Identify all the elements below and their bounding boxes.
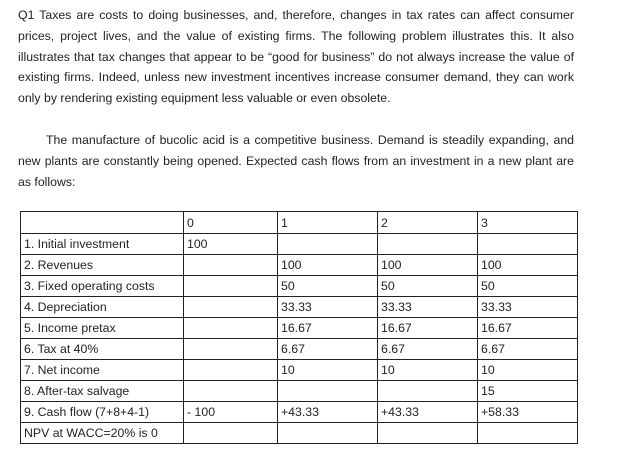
table-cell [378,423,478,444]
table-cell: 10 [378,360,478,381]
table-cell: 6.67 [378,339,478,360]
table-cell [184,339,278,360]
table-cell: 16.67 [278,318,378,339]
column-header: 0 [184,212,278,234]
table-cell [184,255,278,276]
table-row [21,234,578,255]
table-cell: 100 [478,255,578,276]
row-label: 5. Income pretax [21,318,184,339]
table-cell: 100 [278,255,378,276]
table-row [21,297,578,318]
row-label: 6. Tax at 40% [21,339,184,360]
table-cell [184,318,278,339]
table-cell: 33.33 [378,297,478,318]
question-paragraph: Q1 Taxes are costs to doing businesses, and, therefore, changes in tax rates can affect consumer prices, project lives, and the value of existing firms. The following problem illustrates this. It also illustrates that tax changes that appear to be “good for business” do not always increase the value of existing firms. Indeed, unless new investment incentives increase consumer demand, they can work only by rendering existing equipment less valuable or even obsolete. [18,8,574,106]
table-cell: 50 [478,276,578,297]
table-cell [184,381,278,402]
row-label: 4. Depreciation [21,297,184,318]
column-header: 2 [378,212,478,234]
table-cell [378,381,478,402]
table-cell [184,360,278,381]
table-row [21,423,578,444]
table-cell [184,423,278,444]
table-row [21,339,578,360]
table-row [21,255,578,276]
row-label: 3. Fixed operating costs [21,276,184,297]
table-cell: 6.67 [278,339,378,360]
table-cell: 10 [478,360,578,381]
table-cell: 16.67 [378,318,478,339]
table-cell: 33.33 [478,297,578,318]
row-label: NPV at WACC=20% is 0 [21,423,184,444]
table-cell: 10 [278,360,378,381]
table-cell: 100 [378,255,478,276]
table-cell: 6.67 [478,339,578,360]
table-row [21,276,578,297]
table-cell [278,234,378,255]
table-cell [478,234,578,255]
column-header [21,212,184,234]
table-row [21,360,578,381]
table-cell: 15 [478,381,578,402]
row-label: 2. Revenues [21,255,184,276]
table-cell [278,381,378,402]
table-cell [478,423,578,444]
table-cell: +43.33 [378,402,478,423]
table-cell [184,276,278,297]
row-label: 1. Initial investment [21,234,184,255]
column-header: 1 [278,212,378,234]
table-cell: - 100 [184,402,278,423]
cash-flow-table [20,211,578,444]
table-row [21,381,578,402]
row-label: 9. Cash flow (7+8+4-1) [21,402,184,423]
table-row [21,402,578,423]
table-cell: 50 [378,276,478,297]
table-row [21,318,578,339]
column-header: 3 [478,212,578,234]
problem-paragraph: The manufacture of bucolic acid is a competitive business. Demand is steadily expanding, and new plants are constantly being opened. Expected cash flows from an investment in a new plant are as follows: [18,133,574,189]
table-cell: 33.33 [278,297,378,318]
row-label: 8. After-tax salvage [21,381,184,402]
table-cell [278,423,378,444]
table-cell: +43.33 [278,402,378,423]
table-cell: 100 [184,234,278,255]
table-cell [378,234,478,255]
table-header-row [21,212,578,234]
table-cell: +58.33 [478,402,578,423]
table-cell: 50 [278,276,378,297]
table-cell [184,297,278,318]
row-label: 7. Net income [21,360,184,381]
table-cell: 16.67 [478,318,578,339]
